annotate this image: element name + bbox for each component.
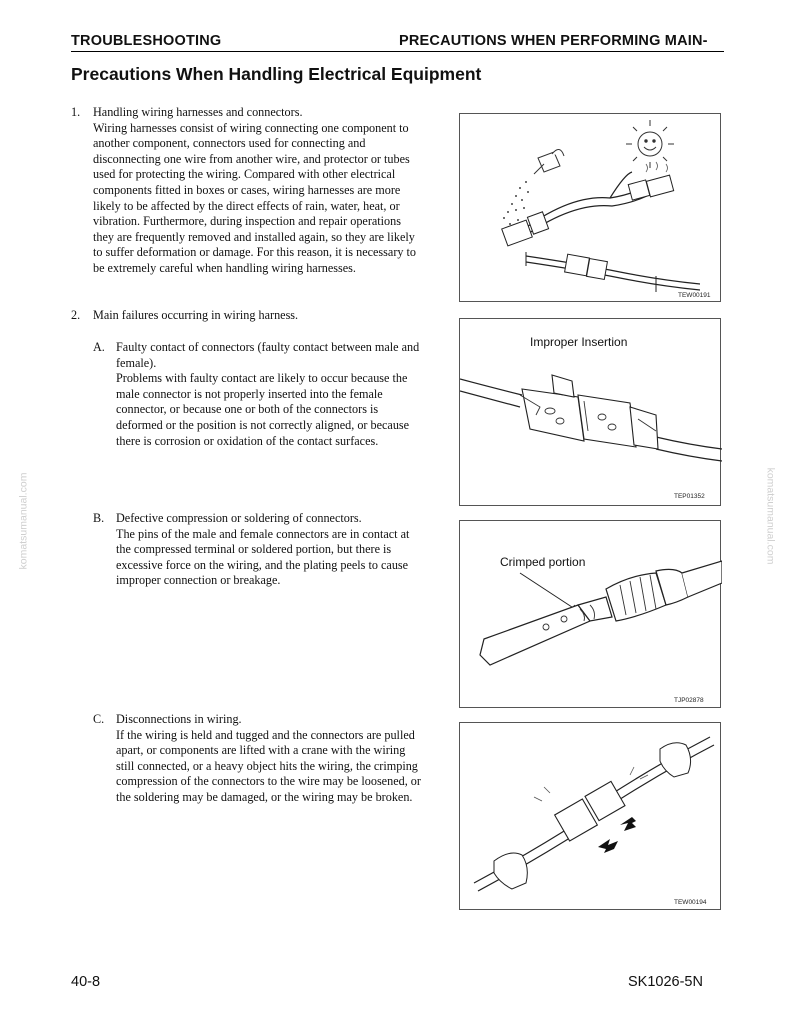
item-c-text: [116, 712, 451, 806]
harness-rain-sun-illustration: [460, 114, 722, 303]
text-line: The pins of the male and female connectors are in contact at: [116, 526, 410, 541]
text-line: Handling wiring harnesses and connectors.: [93, 105, 303, 119]
wire-tugging-illustration: [460, 723, 722, 911]
chapter-header: PRECAUTIONS WHEN PERFORMING MAIN-: [399, 33, 708, 49]
text-line: female).: [116, 355, 157, 370]
text-line: Faulty contact of connectors (faulty contact between male and: [116, 340, 420, 354]
item-b-text: [116, 511, 451, 589]
text-line: vibration. Furthermore, during inspection and repair operations: [93, 214, 401, 229]
watermark-left: komatsumanual.com: [17, 472, 30, 570]
item-2-number: 2.: [71, 308, 81, 322]
text-line: Defective compression or soldering of connectors.: [116, 511, 362, 525]
text-line: Problems with faulty contact are likely to occur because the: [116, 371, 408, 386]
text-line: compression of the connectors to the wire may be loosened, or: [116, 774, 421, 789]
figure-label: Crimped portion: [500, 555, 586, 569]
text-line: they are frequently removed and installed again, so they are likely: [93, 229, 415, 244]
text-line: excessive force on the wiring, and the plating peels to cause: [116, 557, 409, 572]
connector-insertion-illustration: [460, 319, 722, 507]
figure-crimped-portion: [459, 520, 721, 708]
text-line: be extremely careful when handling wiring harnesses.: [93, 260, 356, 275]
text-line: connector, or because one or both of the connectors is: [116, 402, 379, 417]
figure-code: TJP02878: [674, 697, 704, 704]
text-line: Wiring harnesses consist of wiring connecting one component to: [93, 120, 409, 135]
text-line: apart, or components are lifted with a crane with the wiring: [116, 743, 406, 758]
text-line: male connector is not properly inserted into the female: [116, 386, 383, 401]
page-title: Precautions When Handling Electrical Equipment: [71, 64, 482, 84]
item-a-letter: A.: [93, 340, 105, 354]
item-1-text: [93, 105, 453, 277]
text-line: disconnecting one wire from another wire, and protector or tubes: [93, 151, 410, 166]
item-1-number: 1.: [71, 105, 81, 119]
text-line: Disconnections in wiring.: [116, 712, 242, 726]
section-header: TROUBLESHOOTING: [71, 33, 222, 49]
model-number: SK1026-5N: [628, 974, 703, 990]
text-line: another component, connectors used for connecting and: [93, 136, 366, 151]
text-line: used for protecting the wiring. Compared with other electrical: [93, 167, 396, 182]
text-line: likely to be affected by the direct effects of rain, water, heat, or: [93, 198, 400, 213]
item-a-text: [116, 340, 451, 449]
figure-harness-environment: [459, 113, 721, 302]
item-b-letter: B.: [93, 511, 105, 525]
header-rule: [71, 51, 724, 52]
figure-wire-tugging: [459, 722, 721, 910]
text-line: the soldering may be damaged, or the wiring may be broken.: [116, 789, 413, 804]
figure-code: TEW00191: [678, 292, 711, 299]
item-2-text: Main failures occurring in wiring harness.: [93, 308, 299, 322]
item-c-letter: C.: [93, 712, 105, 726]
text-line: If the wiring is held and tugged and the connectors are pulled: [116, 727, 415, 742]
figure-code: TEP01352: [674, 493, 705, 500]
text-line: components fitted in boxes or cases, wiring harnesses are more: [93, 182, 401, 197]
figure-improper-insertion: [459, 318, 721, 506]
figure-code: TEW00194: [674, 899, 707, 906]
text-line: deformed or the position is not correctly aligned, or because: [116, 417, 410, 432]
text-line: there is corrosion or oxidation of the contact surfaces.: [116, 433, 379, 448]
figure-label: Improper Insertion: [530, 335, 628, 349]
text-line: still connected, or a heavy object hits the wiring, the crimping: [116, 758, 418, 773]
page-number: 40-8: [71, 974, 101, 990]
text-line: the compressed terminal or soldered portion, but there is: [116, 542, 392, 557]
watermark-right: komatsumanual.com: [764, 467, 777, 565]
text-line: to suffer deformation or damage. For this reason, it is necessary to: [93, 245, 416, 260]
crimped-terminal-illustration: [460, 521, 722, 709]
text-line: improper connection or breakage.: [116, 573, 281, 588]
